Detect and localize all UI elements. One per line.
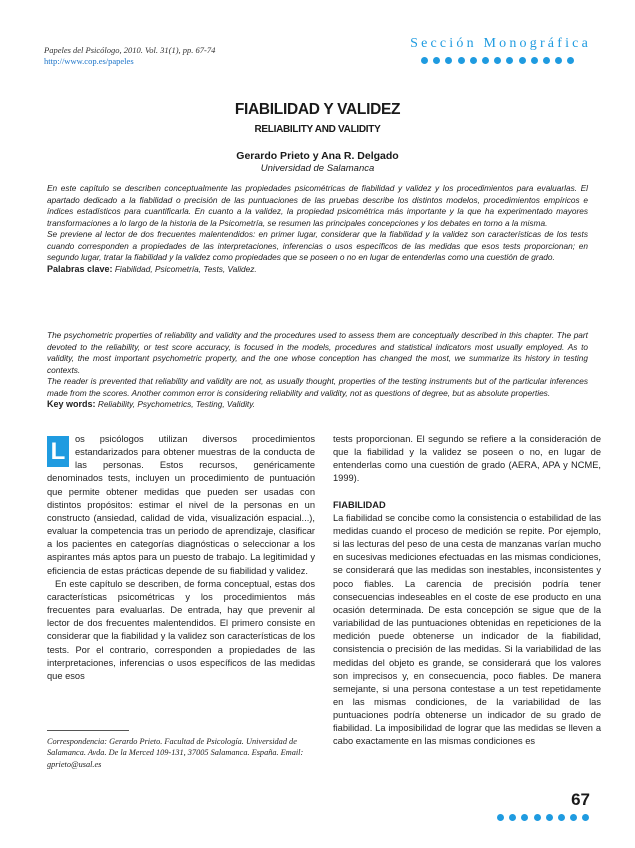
article-title: FIABILIDAD Y VALIDEZ: [234, 101, 401, 118]
abstract-es-paragraph-1: En este capítulo se describen conceptualmente las propiedades psicométricas de fiabilidad y validez y los procedimientos para evaluarlas. El apartado dedicado a la fiabilidad o precisión de las puntuaciones de las pruebas describe los distintos modelos, procedimientos empíricos e índices estadísticos para cuantificarla. En cuanto a la validez, la propiedad psicométrica más importante y la que ha experimentado mayores transformaciones a lo largo de la historia de la Psicometría, se resumen las principales concepciones y los debates en torno a la misma.: [47, 183, 588, 228]
footer-dots: [497, 814, 589, 821]
dot-decoration: [482, 57, 489, 64]
dot-decoration: [494, 57, 501, 64]
footnote-label: Correspondencia:: [47, 737, 108, 746]
dot-decoration: [458, 57, 465, 64]
body-column-left: [47, 433, 315, 683]
journal-url[interactable]: http://www.cop.es/papeles: [44, 56, 134, 66]
abstract-en-paragraph-1: The psychometric properties of reliability and validity and the procedures used to assess them are conceptually described in this chapter. The part devoted to the reliability, or test score accuracy, is focused in the models, procedures and statistical indicators most usually employed. As to validity, the most important psychometric property, and the one whose conception has changed the most, we summarize its history in testing contexts.: [47, 330, 588, 375]
article-authors: Gerardo Prieto y Ana R. Delgado: [236, 150, 399, 162]
dot-decoration: [506, 57, 513, 64]
journal-citation: Papeles del Psicólogo, 2010. Vol. 31(1), pp. 67-74: [44, 45, 216, 55]
dot-decoration: [555, 57, 562, 64]
abstract-es-paragraph-2: Se previene al lector de dos frecuentes malentendidos: en primer lugar, considerar que la fiabilidad y la validez son características de los tests cuando corresponden a propiedades de las interpretaciones, inferencias o usos específicos de las medidas que esos tests proporcionan; en segundo lugar, tratar la fiabilidad y la validez como propiedades que se poseen o no en lugar de entenderlas como una cuestión de grado.: [47, 229, 588, 262]
dot-decoration: [509, 814, 516, 821]
dot-decoration: [570, 814, 577, 821]
abstract-en-paragraph-2: The reader is prevented that reliability and validity are not, as usually thought, properties of the testing instruments but of the particular inferences made from the scores. Another common error is considering reliability and validity, not as questions of degree, but as absolute properties.: [47, 376, 588, 398]
article-affiliation: Universidad de Salamanca: [260, 163, 375, 174]
section-dots: [421, 57, 574, 64]
keywords-list: Reliability, Psychometrics, Testing, Validity.: [95, 399, 256, 409]
article-subtitle: RELIABILITY AND VALIDITY: [254, 124, 381, 135]
keywords-list: Fiabilidad, Psicometría, Tests, Validez.: [112, 263, 257, 274]
drop-cap: L: [47, 436, 69, 467]
dot-decoration: [531, 57, 538, 64]
dot-decoration: [546, 814, 553, 821]
dot-decoration: [558, 814, 565, 821]
dot-decoration: [433, 57, 440, 64]
dot-decoration: [497, 814, 504, 821]
dot-decoration: [521, 814, 528, 821]
abstract-english: [47, 330, 588, 411]
body-column-right: [333, 433, 601, 749]
keywords-label: Key words:: [47, 399, 96, 409]
body-paragraph: tests proporcionan. El segundo se refiere a la consideración de que la fiabilidad y la validez se poseen o no, en lugar de entenderlas como una cuestión de grado (AERA, APA y NCME, 1999).: [333, 434, 601, 484]
abstract-en-keywords: [47, 399, 588, 411]
dot-decoration: [534, 814, 541, 821]
body-paragraph: En este capítulo se describen, de forma conceptual, estas dos características psicométricas y los procedimientos más frecuentes para evaluarlas. De entrada, hay que prevenir al lector de dos frecuentes malentendidos. El primero consiste en considerar que la fiabilidad y la validez son características de los tests. Por el contrario, corresponden a propiedades de las interpretaciones, inferencias o usos específicos de las medidas que esos: [47, 578, 315, 681]
body-paragraph: [47, 433, 315, 578]
dot-decoration: [470, 57, 477, 64]
dot-decoration: [582, 814, 589, 821]
body-text: os psicólogos utilizan diversos procedimientos estandarizados para obtener muestras de la conducta de las personas. Estos recursos, genéricamente denominados tests, incluyen un procedimiento de puntuación que permite obtener medidas que pueden ser usadas con distintos propósitos: estimar el nivel de la personas en un constructo (ansiedad, calidad de vida, visualización espacial...), evaluar la competencia tras un periodo de aprendizaje, clasificar a los pacientes en categorías diagnósticas o seleccionar a los aspirantes más aptos para un puesto de trabajo. La legitimidad y eficiencia de estas prácticas depende de su fiabilidad y validez.: [47, 434, 315, 576]
dot-decoration: [567, 57, 574, 64]
abstract-es-keywords: [47, 264, 588, 276]
keywords-label: Palabras clave:: [47, 263, 113, 274]
footnote-text: Gerardo Prieto. Facultad de Psicología. Universidad de Salamanca. Avda. De la Merced 109-131, 37005 Salamanca. España. Email: gprieto@usal.es: [47, 737, 304, 769]
dot-decoration: [519, 57, 526, 64]
correspondence-footnote: [47, 736, 315, 770]
journal-header: [44, 45, 215, 67]
footnote-divider: [47, 730, 129, 731]
dot-decoration: [421, 57, 428, 64]
dot-decoration: [445, 57, 452, 64]
dot-decoration: [543, 57, 550, 64]
abstract-spanish: [47, 183, 588, 275]
section-label: Sección Monográfica: [410, 36, 591, 51]
page-number: 67: [571, 790, 590, 809]
body-paragraph: La fiabilidad se concibe como la consistencia o estabilidad de las medidas cuando el proceso de medición se repite. Por ejemplo, si las lecturas del peso de una cesta de manzanas varían mucho en sucesivas mediciones efectuadas en las mismas condiciones, se considerará que las medidas son inestables, inconsistentes y poco fiables. La carencia de precisión podría tener consecuencias indeseables en el coste de ese producto en una ocasión determinada. De esta concepción se sigue que de la variabilidad de las puntuaciones obtenidas en repeticiones de la medición puede obtenerse un indicador de la fiabilidad, consistencia o precisión de las medidas. Si la variabilidad de las medidas del objeto es grande, se considerará que los valores son imprecisos y, en consecuencia, poco fiables. De manera semejante, si una persona contestase a un test repetidamente en las mismas condiciones, de la variabilidad de las puntuaciones podría obtenerse un indicador de su grado de fiabilidad. La imposibilidad de lograr que las medidas se lleven a cabo exactamente en las mismas condiciones es: [333, 512, 601, 747]
section-heading-fiabilidad: FIABILIDAD: [333, 499, 386, 510]
